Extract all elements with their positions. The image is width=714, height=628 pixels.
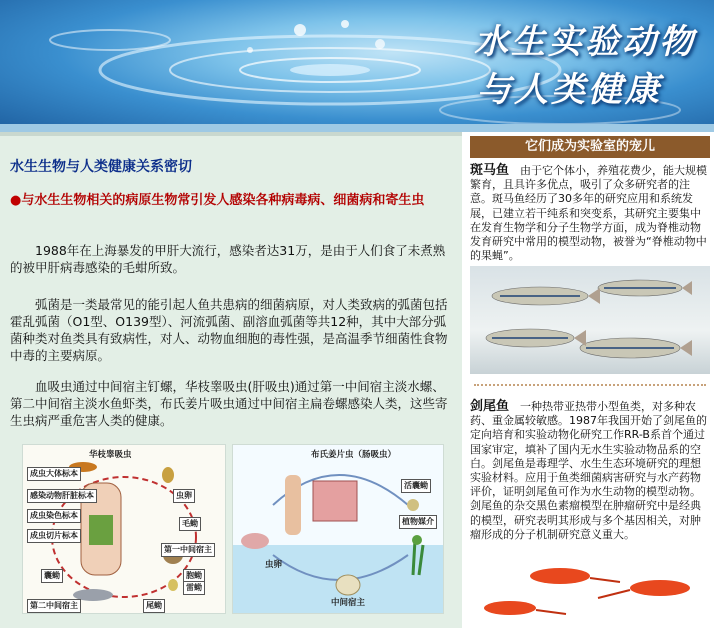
fasciolopsis-lifecycle-diagram bbox=[232, 444, 444, 614]
lifecycle-scene bbox=[233, 445, 443, 613]
zebrafish-text: 由于它个体小，养殖花费少，能大规模繁育，且具许多优点，吸引了众多研究者的注意。斑马鱼经历了30多年的研究应用和系统发展，已建立若干纯系和突变系，其研究主要集中在发育生物学和分子生物学方面，成为脊椎动物发育研究中常用的模型动物，被誉为“脊椎动物中的果蝇”。 bbox=[470, 164, 708, 263]
diagram2-label: 活囊蚴 bbox=[401, 479, 431, 493]
diagram1-label: 第一中间宿主 bbox=[161, 543, 215, 557]
paragraph-parasites: 血吸虫通过中间宿主钉螺，华枝睾吸虫(肝吸虫)通过第一中间宿主淡水螺、第二中间宿主淡水鱼虾类，布氏姜片吸虫通过中间宿主扁卷螺感染人类，这些寄生虫病严重危害人类的健康。 bbox=[10, 379, 448, 428]
swordtail-photo bbox=[470, 558, 710, 622]
paragraph-vibrio: 弧菌是一类最常见的能引起人鱼共患病的细菌病原，对人类致病的弧菌包括霍乱弧菌（O1型、O139型）、河流弧菌、副溶血弧菌等共12种，其中大部分弧菌种类对鱼类具有致病性，对人、动物血细胞的毒性强，是高温季节细菌性食物中毒的主要病原。 bbox=[10, 297, 448, 363]
diagram1-label: 感染动物肝脏标本 bbox=[27, 489, 97, 503]
zebrafish-description bbox=[470, 164, 710, 263]
zebrafish-illustration bbox=[470, 266, 710, 374]
diagram1-title: 华枝睾吸虫 bbox=[89, 450, 132, 460]
diagram1-label: 虫卵 bbox=[173, 489, 195, 503]
paragraph-hepatitis: 1988年在上海暴发的甲肝大流行，感染者达31万，是由于人们食了未煮熟的被甲肝病毒感染的毛蚶所致。 bbox=[10, 243, 446, 275]
article-subheading-text: 与水生生物相关的病原生物常引发人感染各种病毒病、细菌病和寄生虫 bbox=[21, 193, 425, 208]
diagram2-title: 布氏姜片虫（肠吸虫） bbox=[311, 450, 397, 460]
diagram1-label: 毛蚴 bbox=[179, 517, 201, 531]
diagram1-label: 尾蚴 bbox=[143, 599, 165, 613]
swordtail-name: 剑尾鱼 bbox=[470, 399, 510, 414]
swordtail-description bbox=[470, 400, 710, 542]
article-heading: 水生生物与人类健康关系密切 bbox=[10, 159, 192, 175]
diagram1-label: 成虫染色标本 bbox=[27, 509, 81, 523]
swordtail-illustration bbox=[470, 558, 710, 622]
diagram2-label: 中间宿主 bbox=[331, 598, 366, 608]
diagram1-label: 囊蚴 bbox=[41, 569, 63, 583]
sidebar bbox=[462, 132, 714, 624]
main-article bbox=[0, 132, 462, 628]
banner-title-line2: 与人类健康 bbox=[477, 70, 662, 110]
banner-title-line1: 水生实验动物 bbox=[474, 22, 696, 62]
diagram1-label: 雷蚴 bbox=[183, 581, 205, 595]
section-divider bbox=[474, 384, 706, 386]
diagram1-label: 成虫大体标本 bbox=[27, 467, 81, 481]
article-subheading bbox=[10, 192, 450, 210]
diagram1-label: 第二中间宿主 bbox=[27, 599, 81, 613]
zebrafish-photo bbox=[470, 266, 710, 374]
clonorchis-lifecycle-diagram bbox=[22, 444, 226, 614]
diagram1-label: 成虫切片标本 bbox=[27, 529, 81, 543]
banner-title bbox=[474, 18, 696, 114]
diagram2-label: 虫卵 bbox=[265, 560, 283, 570]
diagram1-label: 胞蚴 bbox=[183, 569, 205, 583]
banner bbox=[0, 0, 714, 132]
sidebar-header: 它们成为实验室的宠儿 bbox=[470, 136, 710, 158]
bullet-icon: ● bbox=[10, 193, 22, 208]
diagram2-label: 植物媒介 bbox=[399, 515, 437, 529]
swordtail-text: 一种热带亚热带小型鱼类，对多种农药、重金属较敏感。1987年我国开始了剑尾鱼的定向培育和实验动物化研究工作RR-B系首个通过国家审定，填补了国内无水生实验动物品系的空白。剑尾鱼是毒理学、水生生态环境研究的理想实验材料。应用于鱼类细菌病害研究与水产药物评价，证明剑尾鱼可作为水生动物的模型动物。剑尾鱼的杂交黑色素瘤模型在肿瘤研究中是经典的模型，研究表明其形成与多个基因相关，对肿瘤形成的分子机制研究意义重大。 bbox=[470, 400, 707, 541]
zebrafish-name: 斑马鱼 bbox=[470, 163, 510, 178]
